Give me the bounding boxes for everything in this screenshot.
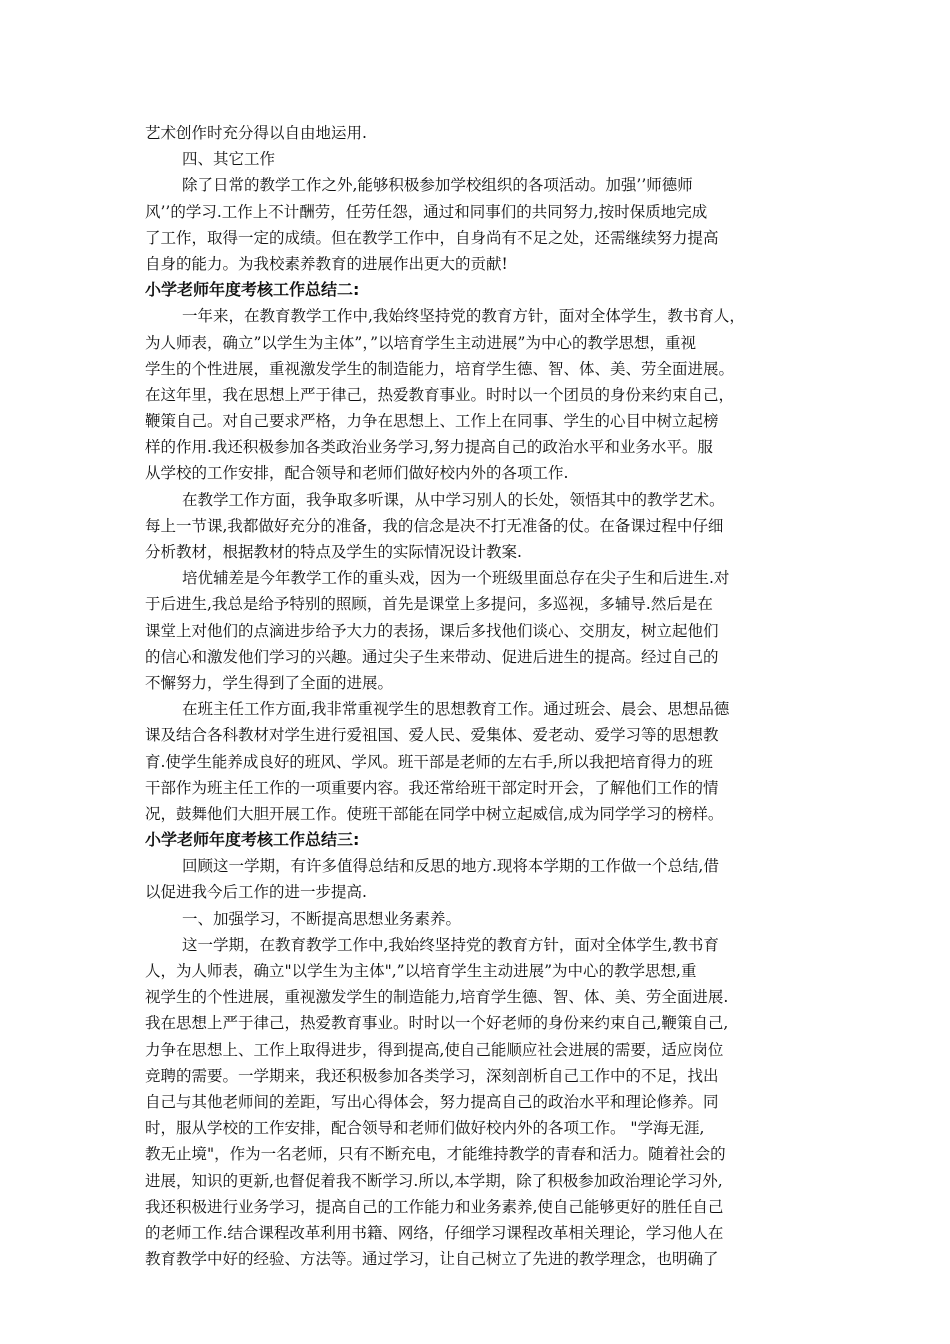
paragraph-line: 一、加强学习，不断提高思想业务素养。 [182, 909, 462, 928]
document-page [145, 120, 805, 1272]
paragraph-line: 在班主任工作方面,我非常重视学生的思想教育工作。通过班会、晨会、思想品德 [182, 700, 730, 719]
section-heading: 小学老师年度考核工作总结二: [145, 280, 360, 300]
paragraph-line: 竞聘的需要。一学期来，我还积极参加各类学习，深刻剖析自己工作中的不足，找出 [145, 1066, 719, 1085]
paragraph-line: 教无止境"，作为一名老师，只有不断充电，才能维持教学的青春和活力。随着社会的 [145, 1145, 726, 1164]
paragraph-line: 我还积极进行业务学习，提高自己的工作能力和业务素养,使自己能够更好的胜任自己 [145, 1197, 724, 1216]
paragraph-line: 以促进我今后工作的进一步提高. [145, 883, 367, 902]
paragraph-line: 为人师表，确立”以学生为主体”，”以培育学生主动进展”为中心的教学思想，重视 [145, 333, 696, 352]
paragraph-line: 一年来，在教育教学工作中,我始终坚持党的教育方针，面对全体学生，教书育人， [182, 307, 745, 326]
paragraph-line: 时，服从学校的工作安排，配合领导和老师们做好校内外的各项工作。 "学海无涯, [145, 1119, 705, 1138]
paragraph-line: 况，鼓舞他们大胆开展工作。使班干部能在同学中树立起威信,成为同学学习的榜样。 [145, 804, 724, 823]
paragraph-line: 鞭策自己。对自己要求严格，力争在思想上、工作上在同事、学生的心目中树立起榜 [145, 412, 719, 431]
paragraph-line: 自身的能力。为我校素养教育的进展作出更大的贡献! [145, 254, 508, 273]
paragraph-line: 四、其它工作 [182, 150, 276, 169]
paragraph-line: 力争在思想上、工作上取得进步，得到提高,使自己能顺应社会进展的需要，适应岗位 [145, 1040, 724, 1059]
paragraph-line: 不懈努力，学生得到了全面的进展。 [145, 673, 394, 692]
paragraph-line: 的信心和激发他们学习的兴趣。通过尖子生来带动、促进后进生的提高。经过自己的 [145, 647, 719, 666]
paragraph-line: 课及结合各科教材对学生进行爱祖国、爱人民、爱集体、爱老动、爱学习等的思想教 [145, 726, 719, 745]
paragraph-line: 教育教学中好的经验、方法等。通过学习，让自己树立了先进的教学理念，也明确了 [145, 1250, 719, 1269]
section-heading: 小学老师年度考核工作总结三: [145, 830, 360, 850]
paragraph-line: 视学生的个性进展，重视激发学生的制造能力,培育学生德、智、体、美、劳全面进展. [145, 988, 729, 1007]
paragraph-line: 学生的个性进展，重视激发学生的制造能力，培育学生德、智、体、美、劳全面进展。 [145, 359, 735, 378]
paragraph-line: 风’’的学习.工作上不计酬劳，任劳任怨，通过和同事们的共同努力,按时保质地完成 [145, 202, 708, 221]
paragraph-line: 在这年里，我在思想上严于律己，热爱教育事业。时时以一个团员的身份来约束自己， [145, 385, 735, 404]
paragraph-line: 除了日常的教学工作之外,能够积极参加学校组织的各项活动。加强’’师德师 [182, 176, 693, 195]
paragraph-line: 进展，知识的更新,也督促着我不断学习.所以,本学期，除了积极参加政治理论学习外, [145, 1171, 723, 1190]
paragraph-line: 育.使学生能养成良好的班风、学风。班干部是老师的左右手,所以我把培育得力的班 [145, 752, 713, 771]
paragraph-line: 于后进生,我总是给予特别的照顾，首先是课堂上多提问，多巡视，多辅导.然后是在 [145, 595, 713, 614]
paragraph-line: 我在思想上严于律己，热爱教育事业。时时以一个好老师的身份来约束自己,鞭策自己, [145, 1014, 729, 1033]
paragraph-line: 分析教材，根据教材的特点及学生的实际情况设计教案. [145, 543, 522, 561]
paragraph-line: 这一学期，在教育教学工作中,我始终坚持党的教育方针，面对全体学生,教书育 [182, 935, 719, 954]
paragraph-line: 自己与其他老师间的差距，写出心得体会，努力提高自己的政治水平和理论修养。同 [145, 1092, 719, 1111]
paragraph-line: 干部作为班主任工作的一项重要内容。我还常给班干部定时开会，了解他们工作的情 [145, 778, 719, 797]
paragraph-line: 培优辅差是今年教学工作的重头戏，因为一个班级里面总存在尖子生和后进生.对 [182, 569, 730, 588]
paragraph-line: 回顾这一学期，有许多值得总结和反思的地方.现将本学期的工作做一个总结,借 [182, 857, 719, 876]
paragraph-line: 了工作，取得一定的成绩。但在教学工作中，自身尚有不足之处，还需继续努力提高 [145, 228, 719, 247]
paragraph-line: 每上一节课,我都做好充分的准备，我的信念是决不打无准备的仗。在备课过程中仔细 [145, 516, 724, 535]
paragraph-line: 课堂上对他们的点滴进步给予大力的表扬，课后多找他们谈心、交朋友，树立起他们 [145, 621, 719, 640]
paragraph-line: 在教学工作方面，我争取多听课，从中学习别人的长处，领悟其中的教学艺术。 [182, 490, 725, 509]
paragraph-line: 的老师工作.结合课程改革利用书籍、网络，仔细学习课程改革相关理论，学习他人在 [145, 1223, 724, 1242]
paragraph-line: 从学校的工作安排，配合领导和老师们做好校内外的各项工作. [145, 464, 569, 483]
paragraph-line: 样的作用.我还积极参加各类政治业务学习,努力提高自己的政治水平和业务水平。服 [145, 438, 713, 457]
paragraph-line: 人，为人师表，确立"以学生为主体",”以培育学生主动进展”为中心的教学思想,重 [145, 962, 697, 980]
paragraph-line: 艺术创作时充分得以自由地运用. [145, 124, 367, 142]
